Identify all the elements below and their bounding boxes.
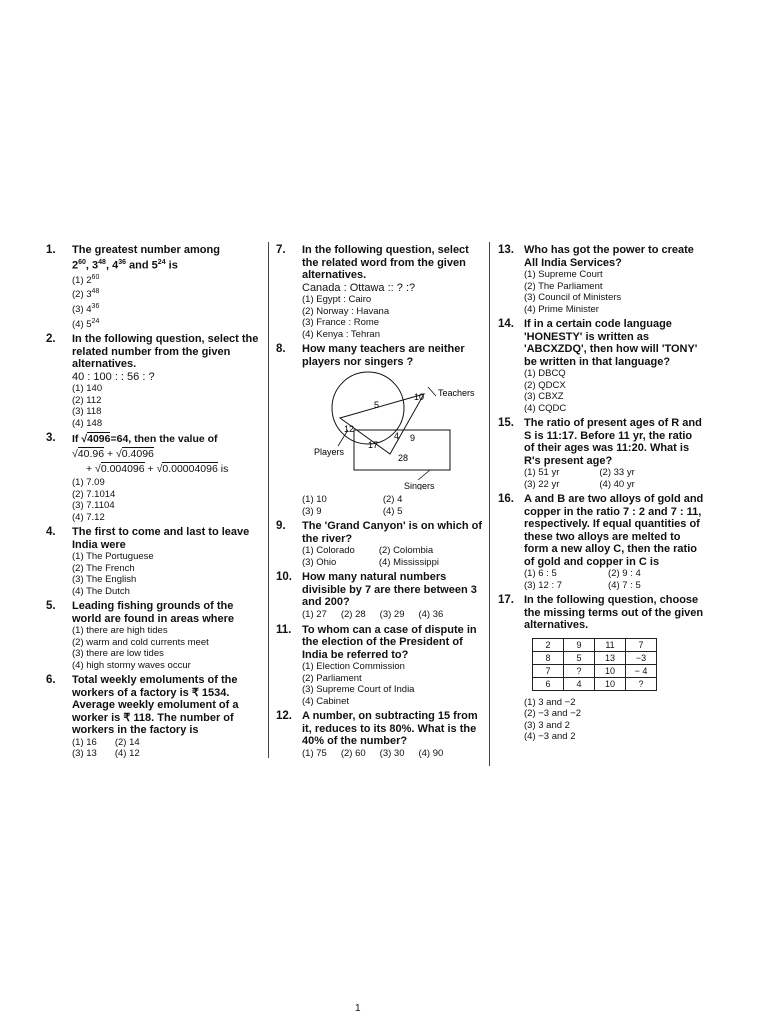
table-cell: 10 bbox=[595, 664, 626, 677]
question-text: How many teachers are neither players nor singers ? bbox=[302, 343, 465, 368]
option: (1) Supreme Court bbox=[524, 269, 603, 280]
options bbox=[302, 545, 488, 568]
options bbox=[302, 494, 488, 517]
question-number: 14. bbox=[498, 318, 514, 330]
table-cell: 4 bbox=[564, 677, 595, 690]
option: (4) 36 bbox=[418, 608, 444, 620]
question-7 bbox=[276, 244, 488, 340]
question-text: The 'Grand Canyon' is on which of the river? bbox=[302, 520, 483, 545]
question-17 bbox=[498, 594, 704, 743]
option: (2) QDCX bbox=[524, 379, 566, 391]
question-8 bbox=[276, 343, 488, 517]
table-cell: 10 bbox=[595, 677, 626, 690]
option: (1) 3 and −2 bbox=[524, 696, 576, 708]
table-row bbox=[533, 638, 657, 651]
option: (1) 75 bbox=[302, 747, 327, 759]
option: (4) 40 yr bbox=[599, 478, 635, 490]
option: (1) Egypt : Cairo bbox=[302, 294, 372, 305]
table-cell: −3 bbox=[626, 651, 657, 664]
option: (4) Prime Minister bbox=[524, 303, 599, 315]
table-cell: 7 bbox=[626, 638, 657, 651]
options bbox=[302, 748, 488, 760]
analogy: 40 : 100 : : 56 : ? bbox=[72, 370, 155, 383]
option: (3) The English bbox=[72, 574, 137, 586]
question-text: The first to come and last to leave India were bbox=[72, 526, 250, 551]
options bbox=[302, 609, 488, 621]
option: (1) Colorado bbox=[302, 545, 355, 556]
venn-diagram bbox=[296, 370, 482, 490]
option: (1) Election Commission bbox=[302, 661, 405, 672]
option: (3) Ohio bbox=[302, 556, 337, 568]
table-row bbox=[533, 677, 657, 690]
question-number: 10. bbox=[276, 571, 292, 583]
singers-pointer bbox=[418, 470, 430, 480]
question-number: 2. bbox=[46, 333, 56, 346]
column-divider-1 bbox=[268, 242, 269, 758]
question-15 bbox=[498, 417, 704, 490]
option: (4) 5 bbox=[382, 505, 403, 517]
option: (4) Kenya : Tehran bbox=[302, 328, 380, 340]
singers-rectangle bbox=[354, 430, 450, 470]
option: (3) Council of Ministers bbox=[524, 292, 622, 303]
question-number: 5. bbox=[46, 600, 56, 613]
question-number: 12. bbox=[276, 710, 292, 722]
option: (3) 9 bbox=[302, 505, 322, 517]
option: (4) 7.12 bbox=[72, 511, 105, 523]
question-text: In the following question, choose the missing terms out of the given alternatives. bbox=[524, 594, 704, 631]
option: (3) 7.1104 bbox=[72, 500, 115, 512]
option: (1) 7.09 bbox=[72, 477, 105, 489]
option: (4) Mississippi bbox=[378, 556, 439, 568]
question-text: In the following question, select the related word from the given alternatives. bbox=[302, 244, 469, 281]
question-12 bbox=[276, 710, 488, 760]
question-number: 3. bbox=[46, 432, 56, 445]
question-1 bbox=[46, 244, 262, 330]
region-label: 12 bbox=[344, 424, 355, 434]
question-number: 4. bbox=[46, 526, 56, 539]
option: (1) 27 bbox=[302, 608, 327, 620]
option: (2) Colombia bbox=[378, 545, 434, 556]
question-16 bbox=[498, 493, 704, 591]
singers-label: Singers bbox=[404, 481, 435, 490]
table-cell: ? bbox=[564, 664, 595, 677]
question-text: If in a certain code language 'HONESTY' is written as 'ABCXZDQ', then how will 'TONY' be written in that language? bbox=[524, 318, 698, 368]
table-cell: 7 bbox=[533, 664, 564, 677]
option: (3) 29 bbox=[379, 608, 405, 620]
column-1 bbox=[46, 244, 262, 763]
question-text: Leading fishing grounds of the world are found in areas where bbox=[72, 600, 234, 625]
options bbox=[524, 467, 704, 490]
column-2 bbox=[276, 244, 488, 763]
question-13 bbox=[498, 244, 704, 315]
option: (3) $4^{36}$ bbox=[72, 302, 100, 316]
option: (4) high stormy waves occur bbox=[72, 659, 191, 671]
question-10 bbox=[276, 571, 488, 621]
question-text: In the following question, select the related number from the given alternatives. bbox=[72, 333, 259, 371]
table-cell: ? bbox=[626, 677, 657, 690]
question-number: 6. bbox=[46, 674, 56, 687]
option: (3) Supreme Court of India bbox=[302, 684, 415, 695]
table-cell: − 4 bbox=[626, 664, 657, 677]
option: (2) Parliament bbox=[302, 672, 362, 684]
region-label: 9 bbox=[410, 433, 416, 443]
option: (3) there are low tides bbox=[72, 648, 164, 660]
option: (3) 13 bbox=[72, 748, 97, 760]
option: (3) France : Rome bbox=[302, 317, 380, 328]
question-text: A and B are two alloys of gold and copper in the ratio 7 : 2 and 7 : 11, respectively. If equal quantities of these two alloys are melted to form a new alloy C, then the ratio of gold and copper in C is bbox=[524, 493, 704, 568]
question-number: 13. bbox=[498, 244, 514, 256]
table-row bbox=[533, 651, 657, 664]
option: (2) The French bbox=[72, 562, 135, 574]
region-label: 4 bbox=[394, 431, 400, 441]
option: (2) 7.1014 bbox=[72, 488, 116, 500]
analogy: Canada : Ottawa :: ? :? bbox=[302, 281, 416, 294]
option: (4) The Dutch bbox=[72, 585, 130, 597]
question-text: The ratio of present ages of R and S is 11:17. Before 11 yr, the ratio of their ages was 11:20. What is R's present age? bbox=[524, 417, 702, 467]
question-number: 7. bbox=[276, 244, 286, 256]
table-cell: 11 bbox=[595, 638, 626, 651]
question-11 bbox=[276, 624, 488, 708]
number-grid bbox=[532, 638, 657, 691]
question-number: 9. bbox=[276, 520, 286, 532]
option: (2) 33 yr bbox=[599, 467, 635, 478]
table-row bbox=[533, 664, 657, 677]
question-text: A number, on subtracting 15 from it, reduces to its 80%. What is the 40% of the number? bbox=[302, 710, 478, 747]
expression-line: + √0.004096 + √0.00004096 is bbox=[86, 463, 229, 476]
question-text: If √4096=64, then the value of bbox=[72, 433, 218, 446]
option: (3) 30 bbox=[379, 747, 405, 759]
option: (1) 6 : 5 bbox=[524, 568, 557, 579]
region-label: 5 bbox=[374, 400, 380, 410]
column-divider-2 bbox=[489, 242, 490, 766]
table-cell: 5 bbox=[564, 651, 595, 664]
question-number: 11. bbox=[276, 623, 292, 636]
option: (1) 16 bbox=[72, 736, 97, 748]
option: (4) −3 and 2 bbox=[524, 731, 576, 742]
table-cell: 2 bbox=[533, 638, 564, 651]
question-3 bbox=[46, 432, 262, 523]
region-label: 10 bbox=[414, 392, 425, 402]
option: (1) 10 bbox=[302, 494, 327, 505]
players-label: Players bbox=[314, 447, 345, 457]
option: (2) warm and cold currents meet bbox=[72, 636, 209, 648]
question-text: Total weekly emoluments of the workers of a factory is ₹ 1534. Average weekly emolument of a worker is ₹ 118. The number of workers in the factory is bbox=[72, 674, 239, 737]
option: (4) $5^{24}$ bbox=[72, 317, 100, 330]
question-9 bbox=[276, 520, 488, 568]
option: (2) The Parliament bbox=[524, 280, 603, 292]
option: (1) 51 yr bbox=[524, 467, 560, 478]
column-3 bbox=[498, 244, 704, 746]
option: (2) 9 : 4 bbox=[608, 568, 641, 579]
table-cell: 8 bbox=[533, 651, 564, 664]
question-number: 16. bbox=[498, 493, 514, 505]
question-14 bbox=[498, 318, 704, 414]
question-text: The greatest number among bbox=[72, 244, 220, 256]
question-text: How many natural numbers divisible by 7 are there between 3 and 200? bbox=[302, 571, 477, 608]
option: (4) CQDC bbox=[524, 402, 567, 414]
table-cell: 9 bbox=[564, 638, 595, 651]
table-cell: 6 bbox=[533, 677, 564, 690]
option: (2) −3 and −2 bbox=[524, 708, 582, 719]
option: (2) 28 bbox=[340, 608, 366, 620]
question-number: 17. bbox=[498, 594, 514, 606]
question-5 bbox=[46, 600, 262, 671]
option: (1) The Portuguese bbox=[72, 551, 154, 563]
option: (1) DBCQ bbox=[524, 368, 566, 379]
option: (1) there are high tides bbox=[72, 625, 168, 637]
question-6 bbox=[46, 674, 262, 760]
teachers-label: Teachers bbox=[438, 388, 475, 398]
option: (1) $2^{60}$ bbox=[72, 273, 100, 286]
option: (2) Norway : Havana bbox=[302, 305, 390, 317]
expression-line: √40.96 + √0.4096 bbox=[72, 448, 154, 461]
teachers-pointer bbox=[428, 387, 436, 396]
options bbox=[524, 568, 704, 591]
option: (2) 14 bbox=[114, 736, 140, 748]
option: (4) Cabinet bbox=[302, 695, 349, 707]
option: (3) CBXZ bbox=[524, 391, 564, 402]
question-number: 8. bbox=[276, 343, 286, 355]
question-expression: $2^{60}$, $3^{48}$, $4^{36}$ and $5^{24}$ is bbox=[72, 258, 178, 272]
option: (4) 148 bbox=[72, 417, 103, 429]
option: (4) 12 bbox=[114, 748, 140, 760]
question-text: Who has got the power to create All India Services? bbox=[524, 244, 694, 269]
region-label: 28 bbox=[398, 453, 409, 463]
question-4 bbox=[46, 526, 262, 597]
option: (3) 118 bbox=[72, 406, 102, 418]
option: (3) 3 and 2 bbox=[524, 719, 570, 731]
table-cell: 13 bbox=[595, 651, 626, 664]
question-number: 15. bbox=[498, 417, 514, 429]
question-text: To whom can a case of dispute in the election of the President of India be referred to? bbox=[302, 623, 477, 661]
option: (3) 12 : 7 bbox=[524, 579, 563, 591]
option: (2) 112 bbox=[72, 394, 102, 406]
option: (2) $3^{48}$ bbox=[72, 288, 100, 301]
option: (3) 22 yr bbox=[524, 478, 560, 490]
page-number: 1 bbox=[355, 1003, 361, 1014]
region-label: 17 bbox=[368, 440, 379, 450]
option: (2) 60 bbox=[340, 747, 366, 759]
option: (4) 90 bbox=[418, 747, 444, 759]
option: (1) 140 bbox=[72, 383, 103, 395]
option: (2) 4 bbox=[382, 494, 403, 505]
option: (4) 7 : 5 bbox=[608, 579, 641, 591]
question-2 bbox=[46, 333, 262, 429]
question-number: 1. bbox=[46, 244, 56, 256]
options bbox=[72, 737, 262, 760]
